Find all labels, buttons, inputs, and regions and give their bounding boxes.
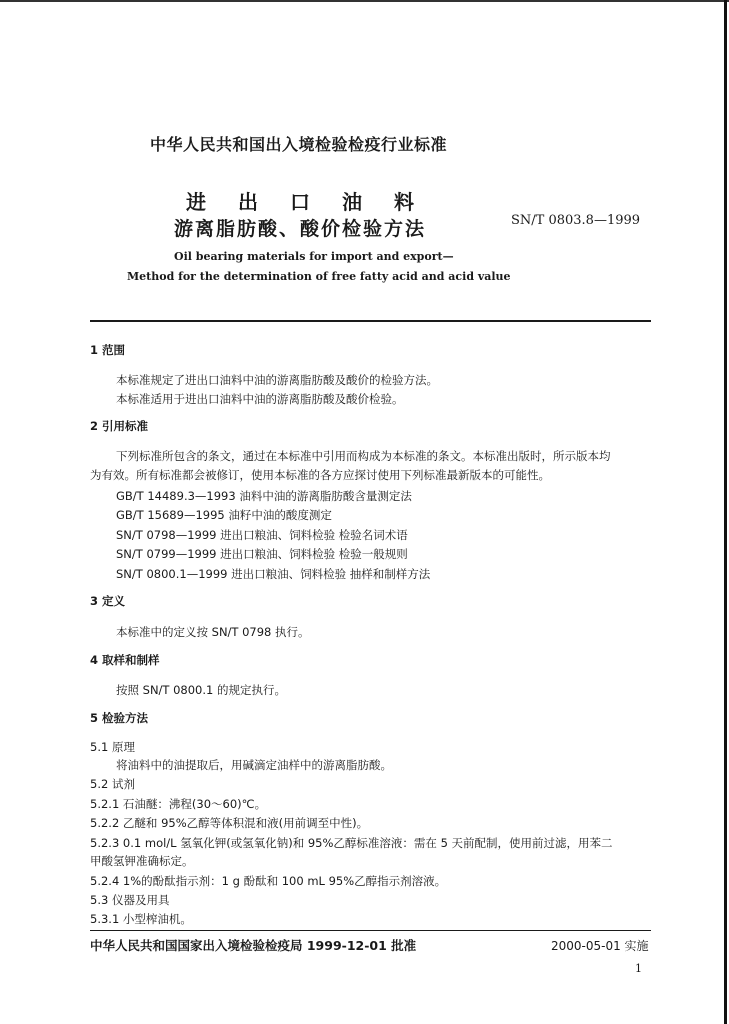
page-number: 1	[635, 962, 642, 975]
scan-edge-right	[724, 0, 727, 1024]
section-1-paragraph-2: 本标准适用于进出口油料中油的游离脂肪酸及酸价检验。	[116, 392, 404, 406]
clause-5-2-4: 5.2.4 1%的酚酞指示剂：1 g 酚酞和 100 mL 95%乙醇指示剂溶液。	[90, 874, 447, 888]
english-title-line-1: Oil bearing materials for import and export—	[174, 250, 454, 263]
clause-5-2-3-line-1: 5.2.3 0.1 mol/L 氢氧化钾(或氢氧化钠)和 95%乙醇标准溶液：需在 5 天前配制，使用前过滤，用苯二	[90, 836, 613, 850]
clause-5-2-2: 5.2.2 乙醚和 95%乙醇等体积混和液(用前调至中性)。	[90, 816, 369, 830]
title-line-1: 进出口油料	[186, 190, 446, 214]
section-1-paragraph-1: 本标准规定了进出口油料中油的游离脂肪酸及酸价的检验方法。	[116, 373, 438, 387]
clause-5-2-1: 5.2.1 石油醚：沸程(30～60)℃。	[90, 797, 267, 811]
section-4-paragraph: 按照 SN/T 0800.1 的规定执行。	[116, 683, 287, 697]
clause-5-1-paragraph: 将油料中的油提取后，用碱滴定油样中的游离脂肪酸。	[116, 758, 392, 772]
reference-item: SN/T 0799—1999 进出口粮油、饲料检验 检验一般规则	[116, 547, 408, 561]
clause-5-3: 5.3 仪器及用具	[90, 893, 170, 907]
clause-5-3-1: 5.3.1 小型榨油机。	[90, 912, 192, 926]
footer-divider	[90, 930, 651, 931]
section-4-heading: 4 取样和制样	[90, 653, 160, 667]
effective-date: 2000-05-01 实施	[551, 939, 649, 953]
reference-item: GB/T 14489.3—1993 油料中油的游离脂肪酸含量测定法	[116, 489, 412, 503]
clause-5-2-3-line-2: 甲酸氢钾准确标定。	[90, 854, 194, 868]
header-divider	[90, 320, 651, 322]
section-5-heading: 5 检验方法	[90, 711, 149, 725]
clause-5-2: 5.2 试剂	[90, 777, 135, 791]
section-2-heading: 2 引用标准	[90, 419, 149, 433]
organization-heading: 中华人民共和国出入境检验检疫行业标准	[150, 135, 448, 154]
english-title-line-2: Method for the determination of free fatty acid and acid value	[127, 270, 511, 283]
reference-item: GB/T 15689—1995 油籽中油的酸度测定	[116, 508, 332, 522]
reference-item: SN/T 0798—1999 进出口粮油、饲料检验 检验名词术语	[116, 528, 408, 542]
issuer-approval: 中华人民共和国国家出入境检验检疫局 1999-12-01 批准	[90, 938, 417, 953]
section-2-paragraph-line-2: 为有效。所有标准都会被修订，使用本标准的各方应探讨使用下列标准最新版本的可能性。	[90, 468, 550, 482]
section-3-heading: 3 定义	[90, 594, 126, 608]
title-line-2: 游离脂肪酸、酸价检验方法	[174, 218, 427, 240]
reference-item: SN/T 0800.1—1999 进出口粮油、饲料检验 抽样和制样方法	[116, 567, 431, 581]
clause-5-1: 5.1 原理	[90, 740, 135, 754]
section-1-heading: 1 范围	[90, 343, 126, 357]
section-2-paragraph-line-1: 下列标准所包含的条文，通过在本标准中引用而构成为本标准的条文。本标准出版时，所示版本均	[116, 449, 611, 463]
scan-edge-top	[0, 0, 729, 2]
section-3-paragraph: 本标准中的定义按 SN/T 0798 执行。	[116, 625, 310, 639]
standard-code: SN/T 0803.8—1999	[511, 213, 641, 228]
